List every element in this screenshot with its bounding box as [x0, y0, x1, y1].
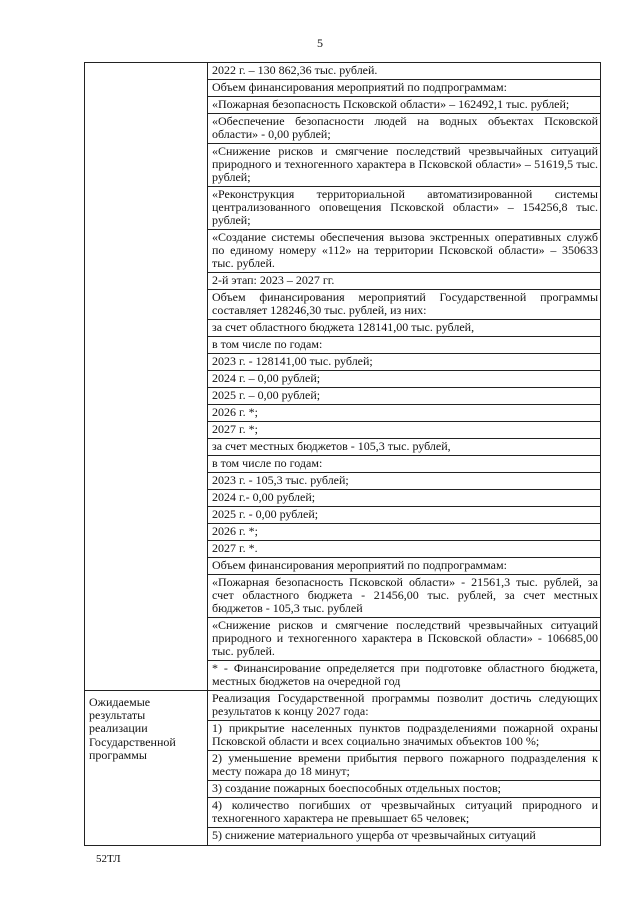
paragraph: за счет областного бюджета 128141,00 тыс. рублей, [208, 320, 600, 337]
paragraph: «Обеспечение безопасности людей на водных объектах Псковской области» - 0,00 рублей; [208, 114, 600, 144]
paragraph: 2) уменьшение времени прибытия первого пожарного подразделения к месту пожара до 18 минут; [208, 751, 600, 781]
paragraph: 5) снижение материального ущерба от чрезвычайных ситуаций [212, 828, 536, 842]
paragraph: Объем финансирования мероприятий Государственной программы составляет 128246,30 тыс. рублей, из них: [208, 290, 600, 320]
paragraph: в том числе по годам: [208, 456, 600, 473]
paragraph: * - Финансирование определяется при подготовке областного бюджета, местных бюджетов на очередной год [212, 661, 598, 688]
paragraph: Объем финансирования мероприятий по подпрограммам: [208, 558, 600, 575]
paragraph: 2022 г. – 130 862,36 тыс. рублей. [208, 63, 600, 80]
paragraph: в том числе по годам: [208, 337, 600, 354]
results-label-cell: Ожидаемые результаты реализации Государственной программы [85, 691, 208, 846]
results-content-cell [208, 691, 601, 846]
paragraph: 2025 г. – 0,00 рублей; [208, 388, 600, 405]
paragraph: «Создание системы обеспечения вызова экстренных оперативных служб по единому номеру «112» на территории Псковской области» – 350633 тыс. рублей. [208, 230, 600, 273]
results-row [85, 691, 601, 846]
paragraph: 2024 г.- 0,00 рублей; [208, 490, 600, 507]
paragraph: 3) создание пожарных боеспособных отдельных постов; [208, 781, 600, 798]
paragraph: 2025 г. - 0,00 рублей; [208, 507, 600, 524]
paragraph: 2024 г. – 0,00 рублей; [208, 371, 600, 388]
passport-table [84, 62, 601, 846]
financing-content-cell [208, 63, 601, 691]
footer-code: 52ТЛ [96, 853, 121, 865]
paragraph: 4) количество погибших от чрезвычайных ситуаций природного и техногенного характера не превышает 65 человек; [208, 798, 600, 828]
financing-label-cell [85, 63, 208, 691]
paragraph: 2-й этап: 2023 – 2027 гг. [208, 273, 600, 290]
financing-row [85, 63, 601, 691]
page-number: 5 [317, 36, 323, 50]
paragraph: «Реконструкция территориальной автоматизированной системы централизованного оповещения Псковской области» – 154256,8 тыс. рублей; [208, 187, 600, 230]
paragraph: 2026 г. *; [208, 405, 600, 422]
paragraph: за счет местных бюджетов - 105,3 тыс. рублей, [208, 439, 600, 456]
paragraph: 2023 г. - 105,3 тыс. рублей; [208, 473, 600, 490]
paragraph: 2023 г. - 128141,00 тыс. рублей; [208, 354, 600, 371]
paragraph: 1) прикрытие населенных пунктов подразделениями пожарной охраны Псковской области и всех социально значимых объектов 100 %; [208, 721, 600, 751]
paragraph: «Пожарная безопасность Псковской области» - 21561,3 тыс. рублей, за счет областного бюджета - 21456,00 тыс. рублей, за счет местных бюджетов - 105,3 тыс. рублей [208, 575, 600, 618]
paragraph: 2027 г. *. [208, 541, 600, 558]
paragraph: «Пожарная безопасность Псковской области» – 162492,1 тыс. рублей; [208, 97, 600, 114]
paragraph: Реализация Государственной программы позволит достичь следующих результатов к концу 2027 года: [208, 691, 600, 721]
paragraph: 2026 г. *; [208, 524, 600, 541]
paragraph: «Снижение рисков и смягчение последствий чрезвычайных ситуаций природного и техногенного характера в Псковской области» – 51619,5 тыс. рублей; [208, 144, 600, 187]
paragraph: «Снижение рисков и смягчение последствий чрезвычайных ситуаций природного и техногенного характера в Псковской области» - 106685,00 тыс. рублей. [208, 618, 600, 661]
paragraph: 2027 г. *; [208, 422, 600, 439]
paragraph: Объем финансирования мероприятий по подпрограммам: [208, 80, 600, 97]
